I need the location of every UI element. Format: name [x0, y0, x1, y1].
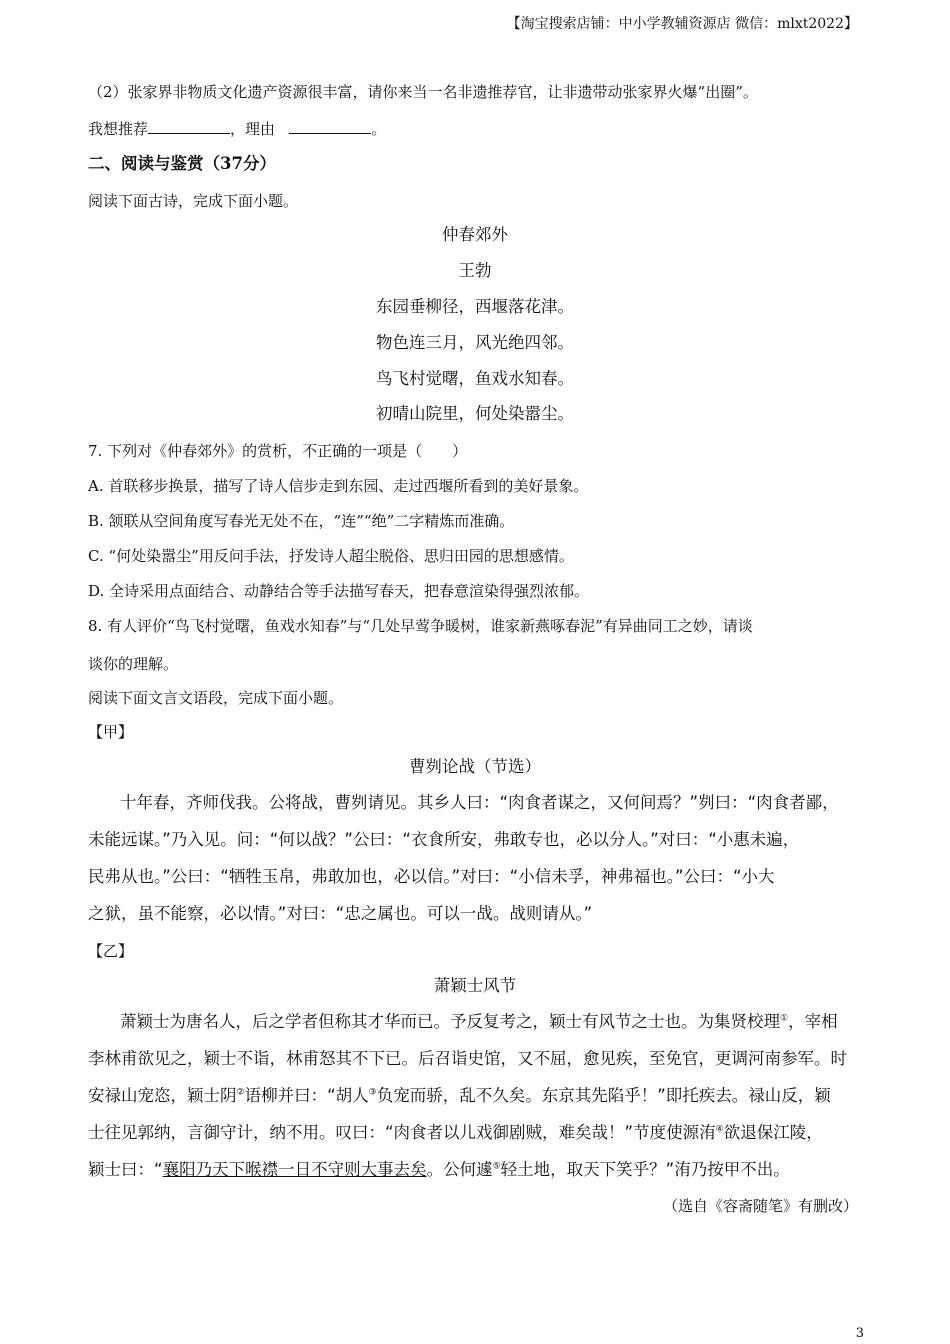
yi-label: 【乙】 [88, 942, 134, 960]
jia-paragraph-line: 民弗从也。”公曰：“牺牲玉帛，弗敢加也，必以信。”对曰：“小信未孚，神弗福也。”公曰：“小大 [88, 867, 775, 886]
yi-text: 萧颖士为唐名人，后之学者但称其才华而已。予反复考之，颖士有风节之士也。为集贤校理 [120, 1012, 780, 1031]
footnote-marker: ⑤ [492, 1161, 501, 1172]
poem-line: 东园垂柳径，西堰落花津。 [376, 297, 574, 316]
yi-text: 士往见郭纳，言御守计，纳不用。叹曰：“肉食者以儿戏御剧贼，难矣哉！”节度使源洧 [88, 1123, 716, 1142]
yi-text: 。公何遽 [426, 1160, 493, 1179]
yi-paragraph-line [88, 1123, 823, 1143]
yi-text: 轻土地，取天下笑乎？”洧乃按甲不出。 [500, 1160, 790, 1179]
q8-stem-cont: 谈你的理解。 [88, 655, 179, 673]
q8-stem: 8. 有人评价“鸟飞村觉曙，鱼戏水知春”与“几处早莺争暖树，谁家新燕啄春泥”有异曲同工之妙，请谈 [88, 617, 753, 635]
yi-paragraph-line [120, 1012, 838, 1032]
poem-title: 仲春郊外 [442, 225, 508, 244]
page-number: 3 [855, 1326, 864, 1341]
q7-option-b: B. 颔联从空间角度写春光无处不在，“连”“绝”二字精炼而准确。 [88, 512, 515, 530]
jia-paragraph-line: 未能远谋。”乃入见。问：“何以战？”公曰：“衣食所安，弗敢专也，必以分人。”对曰：“小惠未遍， [88, 830, 800, 849]
prose-intro: 阅读下面文言文语段，完成下面小题。 [88, 689, 344, 707]
q7-option-a: A. 首联移步换景，描写了诗人信步走到东园、走过西堰所看到的美好景象。 [88, 477, 589, 495]
yi-text: 安禄山宠恣，颖士阴 [88, 1086, 237, 1105]
q2-reason-blank[interactable] [289, 119, 371, 134]
footnote-marker: ④ [715, 1124, 724, 1135]
yi-paragraph-line [88, 1086, 831, 1106]
yi-paragraph-line [88, 1160, 790, 1180]
yi-text: ，宰相 [788, 1012, 838, 1031]
poem-author: 王勃 [458, 261, 492, 280]
poem-intro: 阅读下面古诗，完成下面小题。 [88, 192, 299, 210]
yi-text: 负宠而骄，乱不久矣。东京其先陷乎！”即托疾去。禄山反，颖 [376, 1086, 831, 1105]
q2-prompt: （2）张家界非物质文化遗产资源很丰富，请你来当一名非遗推荐官，让非遗带动张家界火爆“出圈”。 [88, 83, 758, 101]
q2-recommend-blank[interactable] [148, 119, 230, 134]
footnote-marker: ③ [368, 1087, 377, 1098]
yi-text: 欲退保江陵， [723, 1123, 823, 1142]
yi-title: 萧颖士风节 [433, 976, 517, 995]
jia-title: 曹刿论战（节选） [409, 757, 541, 776]
q2-answer-line [88, 119, 386, 139]
underlined-sentence: 襄阳乃天下喉襟一日不守则大事去矣 [162, 1160, 427, 1179]
jia-label: 【甲】 [88, 723, 134, 741]
jia-paragraph-line: 十年春，齐师伐我。公将战，曹刿请见。其乡人曰：“肉食者谋之，又何间焉？”刿曰：“肉食者鄙， [120, 793, 839, 812]
q7-option-c: C. “何处染嚣尘”用反问手法，抒发诗人超尘脱俗、思归田园的思想感情。 [88, 547, 574, 565]
source-citation: （选自《容斋随笔》有删改） [662, 1197, 858, 1215]
q7-option-d: D. 全诗采用点面结合、动静结合等手法描写春天，把春意渲染得强烈浓郁。 [88, 582, 590, 600]
section-title: 二、阅读与鉴赏（37分） [88, 154, 276, 173]
q2-middle: ，理由 [230, 120, 276, 138]
jia-paragraph-line: 之狱，虽不能察，必以情。”对曰：“忠之属也。可以一战。战则请从。” [88, 904, 593, 923]
poem-line: 物色连三月，风光绝四邻。 [376, 333, 574, 352]
yi-text: 颖士曰：“ [88, 1160, 163, 1179]
yi-text: 语柳并曰：“胡人 [244, 1086, 369, 1105]
q2-end: 。 [371, 120, 387, 138]
footnote-marker: ② [236, 1087, 245, 1098]
q7-stem: 7. 下列对《仲春郊外》的赏析，不正确的一项是（ ） [88, 442, 468, 460]
yi-paragraph-line: 李林甫欲见之，颖士不诣，林甫怒其不下已。后召诣史馆，又不屈，愈见疾，至免官，更调河南参军。时 [88, 1049, 847, 1068]
poem-line: 鸟飞村觉曙，鱼戏水知春。 [376, 369, 574, 388]
footnote-marker: ① [780, 1013, 789, 1024]
page-header: 【淘宝搜索店铺：中小学教辅资源店 微信：mlxt2022】 [506, 16, 858, 32]
poem-line: 初晴山院里，何处染嚣尘。 [376, 404, 574, 423]
q2-prefix: 我想推荐 [88, 120, 149, 138]
